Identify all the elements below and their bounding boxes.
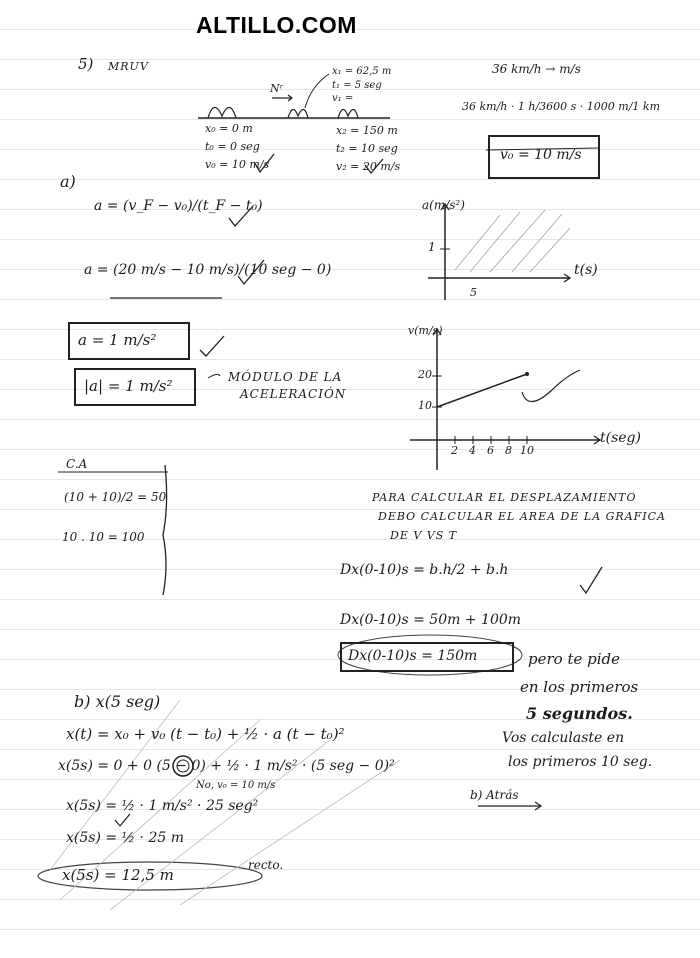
graph-v-xtick-10: 10: [520, 444, 534, 457]
part-b-result: x(5s) = 12,5 m: [62, 866, 174, 884]
conversion-result: v₀ = 10 m/s: [500, 147, 582, 163]
teacher-note-2: en los primeros: [520, 678, 639, 696]
start-v: v₀ = 10 m/s: [205, 158, 270, 171]
part-a-result: a = 1 m/s²: [78, 331, 157, 349]
calc-header: C.A: [66, 457, 88, 471]
problem-number: 5): [78, 55, 94, 73]
graph-v-ylabel: v(m/s): [408, 324, 443, 337]
calc-line2: 10 . 10 = 100: [62, 530, 145, 544]
part-a-formula: a = (v_F − v₀)/(t_F − t₀): [94, 198, 263, 214]
end-v: v₂ = 20 m/s: [336, 160, 401, 173]
point1-x: x₁ = 62,5 m: [332, 66, 392, 77]
teacher-note-4: Vos calculaste en: [502, 730, 625, 746]
check-icon: [115, 814, 130, 826]
calc-divider: [163, 465, 167, 595]
check-icon: [522, 370, 580, 402]
pointer-arrow: [305, 74, 329, 108]
part-b-line3: x(5s) = ½ · 1 m/s² · 25 seg²: [66, 798, 259, 814]
module-note-2: ACELERACIÓN: [240, 387, 347, 401]
start-x: x₀ = 0 m: [205, 122, 253, 135]
site-title: ALTILLO.COM: [196, 12, 357, 38]
car-middle-icon: [288, 109, 308, 118]
graph-a-ytick: 1: [428, 240, 436, 254]
part-b-line1: x(t) = x₀ + v₀ (t − t₀) + ½ · a (t − t₀)²: [66, 725, 345, 743]
calc-line1: (10 + 10)/2 = 50: [64, 490, 167, 504]
part-a-result-box: [68, 322, 190, 360]
displacement-result: Dx(0-10)s = 150m: [348, 648, 478, 664]
displacement-note-3: DE V VS T: [390, 529, 458, 542]
graph-v-line: [437, 374, 527, 407]
teacher-note-b: b) Atrás: [470, 788, 519, 802]
part-b-line2: x(5s) = 0 + 0 (5 − 0) + ½ · 1 m/s² · (5 seg − 0)²: [58, 758, 395, 774]
part-b-label: b) x(5 seg): [74, 692, 161, 711]
part-a-label: a): [60, 172, 76, 191]
graph-v-ytick-20: 20: [418, 368, 432, 381]
graph-v-ytick-10: 10: [418, 399, 432, 412]
teacher-note-5: los primeros 10 seg.: [508, 754, 653, 770]
graph-v-xtick-2: 2: [451, 444, 458, 457]
teacher-note-1: pero te pide: [528, 650, 620, 668]
check-icon: [580, 567, 602, 593]
graph-a-hatching: [455, 210, 570, 272]
part-b-line4: x(5s) = ½ · 25 m: [66, 830, 185, 846]
start-t: t₀ = 0 seg: [205, 140, 260, 153]
car-start-icon: [208, 107, 236, 118]
point1-v: v₁ =: [332, 93, 354, 104]
graph-a-xtick: 5: [470, 286, 477, 299]
displacement-formula: Dx(0-10)s = b.h/2 + b.h: [340, 562, 509, 578]
graph-v-xlabel: t(seg): [600, 430, 641, 446]
car-end-icon: [338, 109, 358, 118]
displacement-sum: Dx(0-10)s = 50m + 100m: [340, 612, 522, 628]
part-a-module-box: [74, 368, 196, 406]
problem-topic: MRUV: [108, 60, 149, 73]
velocity-label: Nʳ: [270, 82, 284, 95]
end-t: t₂ = 10 seg: [336, 142, 398, 155]
module-note-1: MÓDULO DE LA: [228, 370, 343, 384]
displacement-note-2: DEBO CALCULAR EL AREA DE LA GRAFICA: [378, 510, 666, 523]
point1-t: t₁ = 5 seg: [332, 80, 382, 91]
graph-v-xtick-8: 8: [505, 444, 512, 457]
graph-a-ylabel: a(m/s²): [422, 198, 465, 212]
check-icon: [200, 336, 224, 356]
graph-v-xtick-6: 6: [487, 444, 494, 457]
conversion-result-box: [488, 135, 600, 179]
displacement-note-1: PARA CALCULAR EL DESPLAZAMIENTO: [372, 491, 637, 504]
part-b-line2-note: No, v₀ = 10 m/s: [196, 780, 276, 791]
conversion-line1: 36 km/h → m/s: [492, 62, 581, 76]
end-x: x₂ = 150 m: [336, 124, 398, 137]
displacement-result-box: [340, 642, 514, 672]
graph-a-xlabel: t(s): [574, 262, 598, 278]
graph-v-xtick-4: 4: [469, 444, 476, 457]
part-a-module-result: |a| = 1 m/s²: [84, 377, 173, 395]
teacher-note-3: 5 segundos.: [526, 704, 633, 723]
conversion-line2: 36 km/h · 1 h/3600 s · 1000 m/1 km: [462, 100, 660, 113]
part-b-verdict: recto.: [248, 858, 284, 872]
part-a-substitution: a = (20 m/s − 10 m/s)/(10 seg − 0): [84, 262, 332, 278]
